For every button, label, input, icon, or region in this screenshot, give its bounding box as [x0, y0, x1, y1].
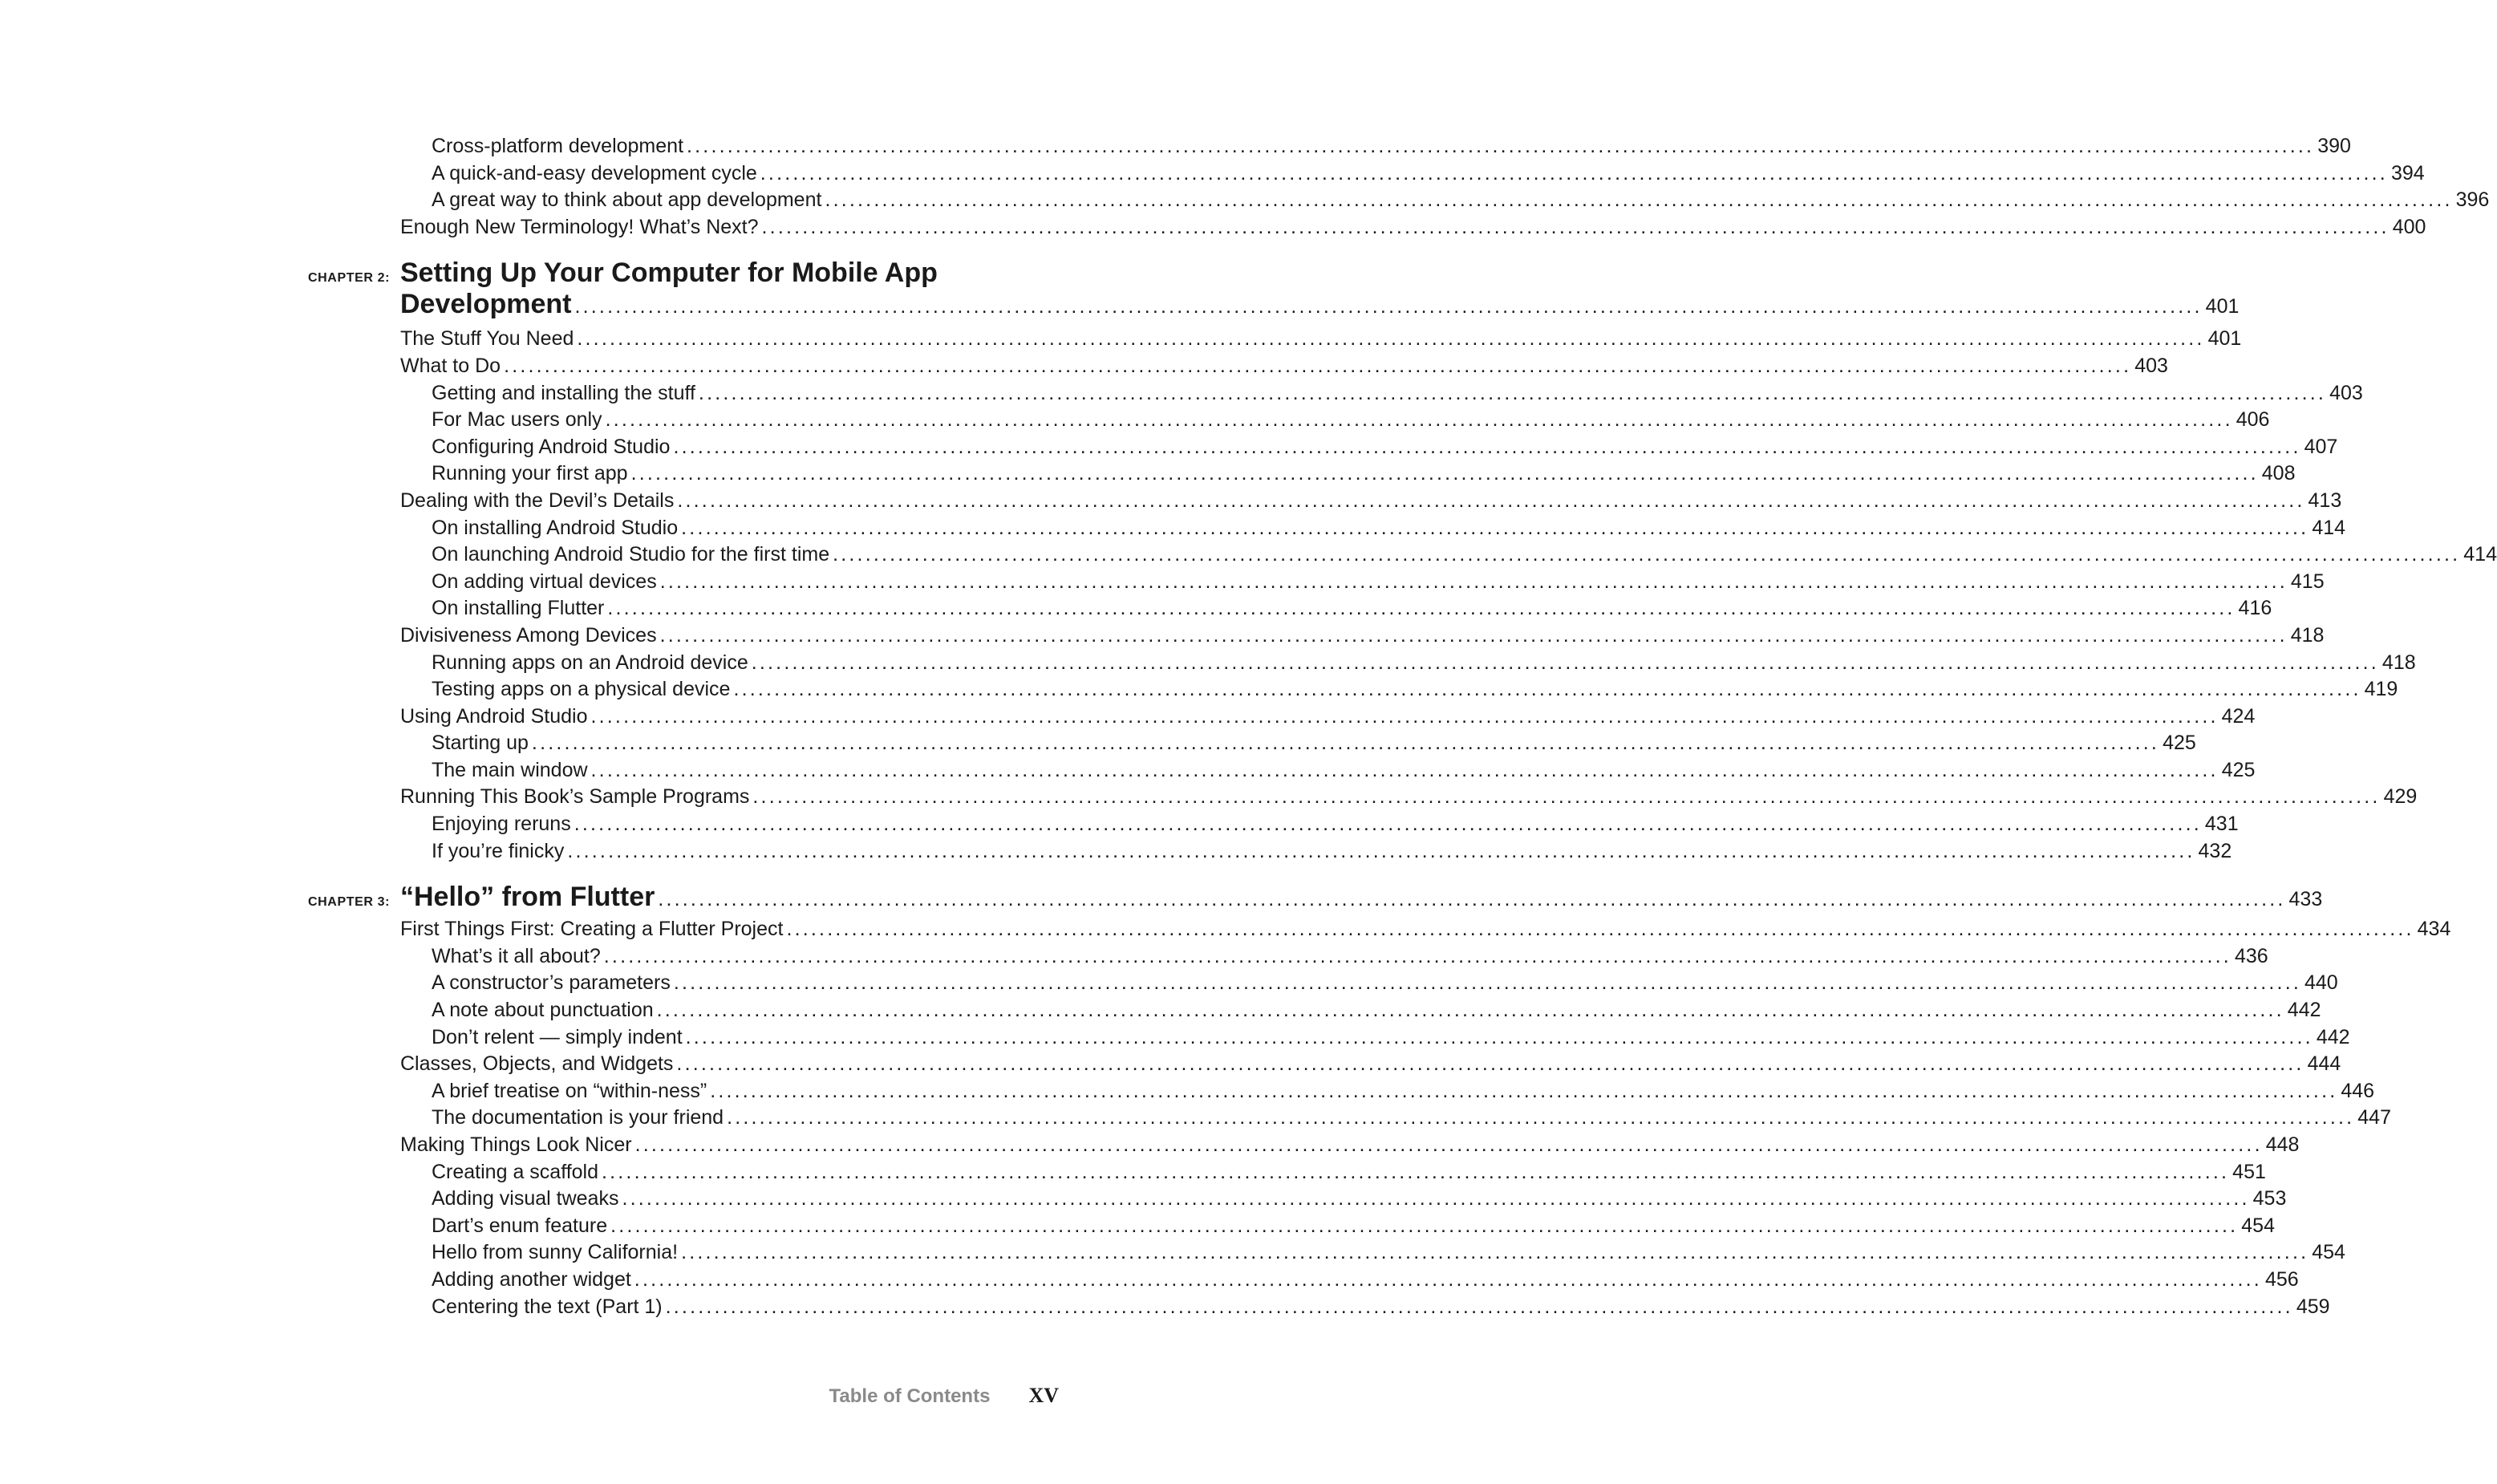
entry-title: Getting and installing the stuff — [432, 381, 695, 404]
entry-page-number: 413 — [2308, 489, 2342, 512]
chapter-label: CHAPTER 3: — [308, 895, 391, 910]
entry-page-number: 446 — [2341, 1079, 2375, 1102]
entry-title: Enough New Terminology! What’s Next? — [400, 215, 759, 238]
entry-page-number: 451 — [2232, 1160, 2266, 1183]
entry-title: First Things First: Creating a Flutter Project — [400, 918, 784, 941]
entry-page-number: 408 — [2261, 462, 2296, 485]
entry-title: Dealing with the Devil’s Details — [400, 489, 675, 512]
entry-title: Cross-platform development — [432, 135, 684, 157]
entry-page-number: 418 — [2381, 651, 2416, 674]
toc-subsection-entry[interactable] — [308, 1239, 2345, 1267]
toc-section-entry[interactable] — [308, 784, 2418, 811]
entry-title: What to Do — [400, 354, 501, 377]
toc-subsection-entry[interactable] — [308, 1267, 2299, 1294]
toc-subsection-entry[interactable] — [308, 1078, 2375, 1105]
dot-leader: ........................................................................................................................................................................................................ — [687, 135, 2315, 157]
entry-page-number: 414 — [2463, 543, 2497, 566]
entry-title: What’s it all about? — [432, 944, 601, 967]
entry-page-number: 454 — [2241, 1214, 2275, 1237]
dot-leader: ........................................................................................................................................................................................................ — [605, 408, 2233, 432]
toc-subsection-entry[interactable] — [308, 460, 2296, 488]
entry-page-number: 401 — [2207, 327, 2242, 351]
dot-leader: ........................................................................................................................................................................................................ — [656, 999, 2284, 1022]
dot-leader: ........................................................................................................................................................................................................ — [622, 1187, 2250, 1210]
toc-subsection-entry[interactable] — [308, 757, 2256, 785]
dot-leader: ........................................................................................................................................................................................................ — [504, 354, 2132, 377]
dot-leader: ........................................................................................................................................................................................................ — [825, 189, 2453, 212]
entry-title: On installing Android Studio — [432, 516, 679, 539]
dot-leader: ........................................................................................................................................................................................................ — [574, 295, 2203, 318]
dot-leader: ........................................................................................................................................................................................................ — [698, 381, 2327, 404]
toc-section-entry[interactable] — [308, 326, 2242, 353]
toc-subsection-entry[interactable] — [308, 1024, 2350, 1052]
toc-subsection-entry[interactable] — [308, 133, 2351, 160]
entry-title: Adding visual tweaks — [432, 1187, 619, 1210]
entry-title: If you’re finicky — [432, 839, 565, 862]
chapter-2-entries — [308, 326, 2497, 865]
entry-page-number: 448 — [2265, 1133, 2300, 1156]
dot-leader: ........................................................................................................................................................................................................ — [607, 597, 2236, 620]
entry-title: Centering the text (Part 1) — [432, 1295, 663, 1318]
entry-page-number: 418 — [2290, 623, 2325, 647]
toc-section-entry[interactable] — [308, 1132, 2300, 1159]
entry-title: On installing Flutter — [432, 597, 605, 620]
dot-leader: ........................................................................................................................................................................................................ — [727, 1106, 2355, 1129]
entry-title: A brief treatise on “within-ness” — [432, 1079, 707, 1102]
entry-title: Running This Book’s Sample Programs — [400, 785, 750, 809]
dot-leader: ........................................................................................................................................................................................................ — [681, 516, 2309, 539]
toc-subsection-entry[interactable] — [308, 380, 2363, 407]
dot-leader: ........................................................................................................................................................................................................ — [677, 489, 2305, 512]
entry-title: A great way to think about app development — [432, 189, 822, 212]
entry-page-number: 424 — [2221, 704, 2256, 728]
entry-title: On adding virtual devices — [432, 570, 657, 593]
dot-leader: ........................................................................................................................................................................................................ — [761, 215, 2390, 238]
entry-page-number: 396 — [2455, 189, 2490, 212]
entry-page-number: 400 — [2392, 215, 2426, 238]
toc-subsection-entry[interactable] — [308, 676, 2398, 703]
toc-section-entry[interactable] — [308, 353, 2168, 380]
toc-subsection-entry[interactable] — [308, 1159, 2266, 1186]
dot-leader: ........................................................................................................................................................................................................ — [610, 1214, 2239, 1237]
entry-page-number: 406 — [2236, 408, 2270, 432]
dot-leader: ........................................................................................................................................................................................................ — [659, 570, 2288, 593]
toc-section-entry[interactable] — [308, 488, 2342, 515]
dot-leader: ........................................................................................................................................................................................................ — [567, 839, 2195, 862]
chapter-3-heading[interactable] — [308, 882, 2323, 913]
dot-leader: ........................................................................................................................................................................................................ — [786, 918, 2414, 941]
dot-leader: ........................................................................................................................................................................................................ — [685, 1025, 2313, 1048]
entry-title: A constructor’s parameters — [432, 971, 671, 995]
entry-title: A note about punctuation — [432, 999, 654, 1022]
entry-title: Testing apps on a physical device — [432, 678, 731, 701]
entry-title: A quick-and-easy development cycle — [432, 161, 757, 184]
dot-leader: ........................................................................................................................................................................................................ — [676, 1052, 2304, 1076]
entry-title: Adding another widget — [432, 1267, 631, 1291]
dot-leader: ........................................................................................................................................................................................................ — [760, 161, 2388, 184]
toc-subsection-entry[interactable] — [308, 187, 2490, 214]
entry-page-number: 442 — [2316, 1025, 2350, 1048]
toc-subsection-entry[interactable] — [308, 1105, 2391, 1132]
chapter-3-entries — [308, 916, 2451, 1320]
toc-subsection-entry[interactable] — [308, 515, 2346, 542]
entry-page-number: 454 — [2312, 1241, 2345, 1264]
dot-leader: ........................................................................................................................................................................................................ — [710, 1079, 2338, 1102]
chapter-page-number: 401 — [2205, 295, 2240, 318]
toc-subsection-entry[interactable] — [308, 1186, 2287, 1213]
dot-leader: ........................................................................................................................................................................................................ — [574, 813, 2202, 836]
dot-leader: ........................................................................................................................................................................................................ — [531, 732, 2160, 755]
page-footer — [0, 1384, 1059, 1408]
entry-title: Divisiveness Among Devices — [400, 623, 657, 647]
toc-subsection-entry[interactable] — [308, 838, 2232, 866]
toc-subsection-entry[interactable] — [308, 434, 2338, 461]
entry-title: Running apps on an Android device — [432, 651, 748, 674]
entry-title: Dart’s enum feature — [432, 1214, 608, 1237]
entry-page-number: 403 — [2329, 381, 2363, 404]
dot-leader: ........................................................................................................................................................................................................ — [665, 1295, 2293, 1318]
entry-page-number: 456 — [2264, 1267, 2299, 1291]
entry-page-number: 394 — [2390, 161, 2425, 184]
entry-page-number: 416 — [2238, 597, 2272, 620]
dot-leader: ........................................................................................................................................................................................................ — [659, 623, 2288, 647]
entry-page-number: 425 — [2163, 732, 2196, 755]
entry-page-number: 444 — [2307, 1052, 2341, 1076]
toc-subsection-entry[interactable] — [308, 541, 2497, 569]
entry-page-number: 447 — [2357, 1106, 2391, 1129]
entry-title: Don’t relent — simply indent — [432, 1025, 683, 1048]
entry-page-number: 436 — [2234, 944, 2268, 967]
chapter-label: CHAPTER 2: — [308, 271, 391, 286]
dot-leader: ........................................................................................................................................................................................................ — [603, 944, 2231, 967]
entry-page-number: 453 — [2252, 1187, 2287, 1210]
dot-leader: ........................................................................................................................................................................................................ — [590, 704, 2219, 728]
entry-page-number: 431 — [2204, 813, 2239, 836]
chapter-2-heading[interactable] — [308, 257, 2240, 322]
toc-subsection-entry[interactable] — [308, 407, 2270, 434]
entry-page-number: 429 — [2383, 785, 2418, 809]
entry-title: Enjoying reruns — [432, 813, 571, 836]
dot-leader: ........................................................................................................................................................................................................ — [733, 678, 2361, 701]
dot-leader: ........................................................................................................................................................................................................ — [833, 543, 2461, 566]
toc-section-entry[interactable] — [308, 214, 2426, 241]
entry-title: The Stuff You Need — [400, 327, 574, 351]
page-number: XV — [1028, 1384, 1059, 1407]
entry-page-number: 434 — [2417, 918, 2451, 941]
toc-section-entry[interactable] — [308, 622, 2325, 650]
toc-subsection-entry[interactable] — [308, 650, 2416, 677]
running-footer-section: Table of Contents — [829, 1385, 991, 1407]
entry-title: For Mac users only — [432, 408, 602, 432]
dot-leader: ........................................................................................................................................................................................................ — [634, 1133, 2263, 1156]
dot-leader: ........................................................................................................................................................................................................ — [658, 888, 2286, 911]
toc-subsection-entry[interactable] — [308, 569, 2325, 596]
entry-page-number: 459 — [2296, 1295, 2330, 1318]
toc-subsection-entry[interactable] — [308, 811, 2239, 838]
entry-page-number: 407 — [2304, 435, 2338, 458]
entry-title: Running your first app — [432, 462, 628, 485]
dot-leader: ........................................................................................................................................................................................................ — [673, 971, 2301, 995]
dot-leader: ........................................................................................................................................................................................................ — [673, 435, 2301, 458]
entry-title: On launching Android Studio for the first time — [432, 543, 830, 566]
entry-page-number: 403 — [2134, 354, 2168, 377]
dot-leader: ........................................................................................................................................................................................................ — [630, 462, 2259, 485]
entry-page-number: 390 — [2317, 135, 2351, 157]
toc-subsection-entry[interactable] — [308, 1213, 2275, 1240]
toc-section-entry[interactable] — [308, 703, 2256, 731]
entry-page-number: 442 — [2287, 999, 2321, 1022]
entry-title: Configuring Android Studio — [432, 435, 671, 458]
toc-section-entry[interactable] — [308, 1051, 2341, 1078]
toc-subsection-entry[interactable] — [308, 943, 2268, 971]
entry-page-number: 419 — [2364, 678, 2398, 701]
entry-page-number: 414 — [2312, 516, 2346, 539]
entry-page-number: 432 — [2198, 839, 2232, 862]
entry-title: Making Things Look Nicer — [400, 1133, 632, 1156]
entry-title: The main window — [432, 758, 588, 781]
dot-leader: ........................................................................................................................................................................................................ — [602, 1160, 2230, 1183]
toc-subsection-entry[interactable] — [308, 970, 2338, 997]
entry-page-number: 425 — [2221, 758, 2256, 781]
dot-leader: ........................................................................................................................................................................................................ — [681, 1241, 2309, 1264]
chapter-title: “Hello” from Flutter — [400, 882, 655, 913]
dot-leader: ........................................................................................................................................................................................................ — [751, 651, 2379, 674]
chapter-title-continued: Development — [400, 289, 572, 320]
dot-leader: ........................................................................................................................................................................................................ — [752, 785, 2381, 809]
entry-title: Starting up — [432, 732, 529, 755]
entry-page-number: 415 — [2290, 570, 2325, 593]
dot-leader: ........................................................................................................................................................................................................ — [577, 327, 2205, 351]
entry-title: Classes, Objects, and Widgets — [400, 1052, 674, 1076]
toc-subsection-entry[interactable] — [308, 730, 2196, 757]
toc-subsection-entry[interactable] — [308, 160, 2425, 188]
entry-title: Creating a scaffold — [432, 1160, 598, 1183]
entry-title: Hello from sunny California! — [432, 1241, 679, 1264]
toc-subsection-entry[interactable] — [308, 595, 2272, 622]
dot-leader: ........................................................................................................................................................................................................ — [634, 1267, 2262, 1291]
table-of-contents — [308, 133, 2497, 1320]
toc-section-entry[interactable] — [308, 916, 2451, 943]
entry-title: Using Android Studio — [400, 704, 588, 728]
toc-continued-section — [308, 133, 2490, 241]
toc-subsection-entry[interactable] — [308, 997, 2321, 1024]
entry-page-number: 440 — [2304, 971, 2338, 995]
chapter-page-number: 433 — [2288, 888, 2323, 911]
dot-leader: ........................................................................................................................................................................................................ — [590, 758, 2219, 781]
chapter-title: Setting Up Your Computer for Mobile App — [400, 257, 938, 289]
toc-subsection-entry[interactable] — [308, 1294, 2330, 1321]
entry-title: The documentation is your friend — [432, 1106, 724, 1129]
